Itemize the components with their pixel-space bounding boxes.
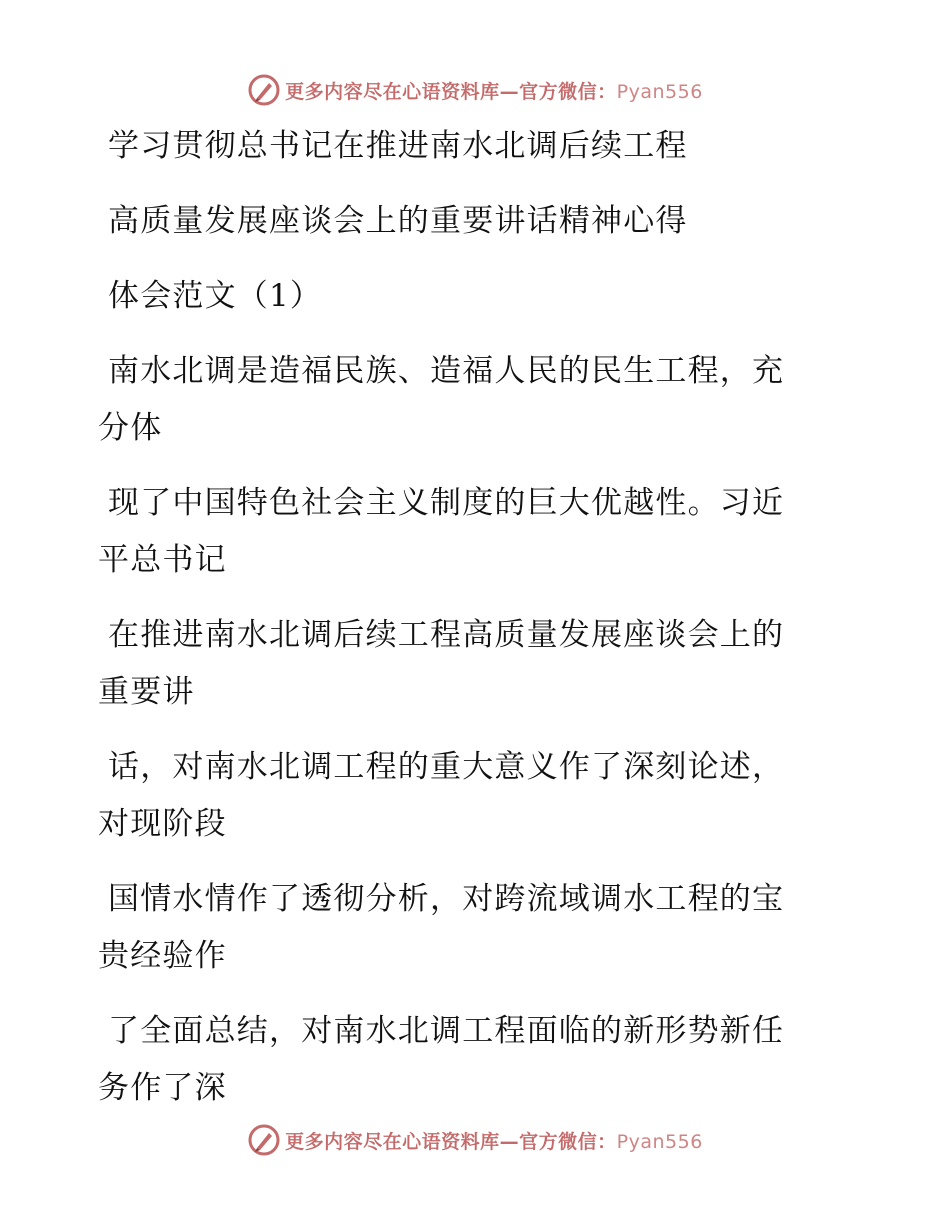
title-line-1: 学习贯彻总书记在推进南水北调后续工程 [108, 128, 688, 164]
body-line: 重要讲 [98, 674, 195, 710]
body-line: 分体 [98, 410, 163, 446]
title-line-3: 体会范文（1） [108, 278, 323, 314]
body-line: 现了中国特色社会主义制度的巨大优越性。习近 [108, 485, 785, 521]
footer-watermark [0, 1120, 950, 1160]
body-line: 贵经验作 [98, 938, 227, 974]
body-line: 在推进南水北调后续工程高质量发展座谈会上的 [108, 617, 785, 653]
watermark-text: 更多内容尽在心语资料库—官方微信：Pyan556 [285, 1130, 703, 1153]
watermark-wechat-id: Pyan556 [616, 80, 703, 103]
body-line: 了全面总结，对南水北调工程面临的新形势新任 [108, 1013, 785, 1049]
watermark-wechat-id: Pyan556 [616, 1130, 703, 1153]
body-line: 务作了深 [98, 1070, 227, 1106]
watermark-text: 更多内容尽在心语资料库—官方微信：Pyan556 [285, 80, 703, 103]
title-line-2: 高质量发展座谈会上的重要讲话精神心得 [108, 203, 688, 239]
body-line: 南水北调是造福民族、造福人民的民生工程，充 [108, 353, 785, 389]
body-line: 对现阶段 [98, 806, 227, 842]
body-line: 国情水情作了透彻分析，对跨流域调水工程的宝 [108, 881, 785, 917]
pen-logo-icon [247, 1123, 281, 1157]
body-line: 平总书记 [98, 542, 227, 578]
body-line: 话，对南水北调工程的重大意义作了深刻论述， [108, 749, 785, 785]
